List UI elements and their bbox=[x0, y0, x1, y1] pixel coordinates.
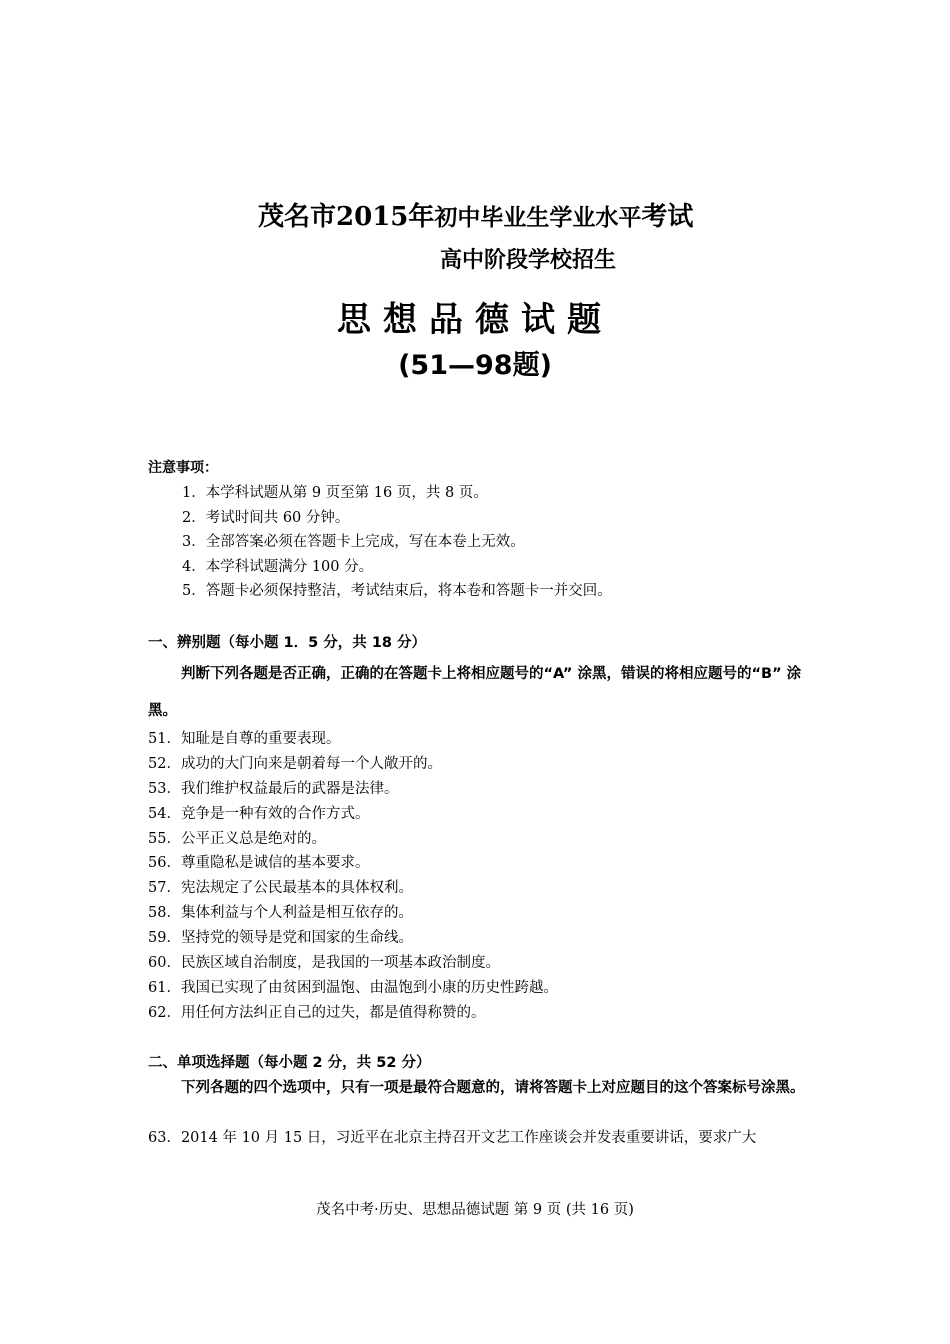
question-item: 60．民族区域自治制度，是我国的一项基本政治制度。 bbox=[148, 955, 500, 972]
question-item: 61．我国已实现了由贫困到温饱、由温饱到小康的历史性跨越。 bbox=[148, 979, 558, 996]
exam-subtitle: 高中阶段学校招生 bbox=[440, 247, 617, 273]
notice-item: 4．本学科试题满分 100 分。 bbox=[182, 558, 374, 575]
question-range: (51—98题) bbox=[398, 350, 552, 381]
title-part-exam: 考试 bbox=[641, 202, 694, 232]
notice-item: 3．全部答案必须在答题卡上完成，写在本卷上无效。 bbox=[182, 534, 525, 550]
question-item: 52．成功的大门向来是朝着每一个人敞开的。 bbox=[148, 755, 442, 772]
section2-heading: 二、单项选择题（每小题 2 分，共 52 分） bbox=[148, 1055, 431, 1071]
notice-heading: 注意事项： bbox=[148, 460, 218, 476]
notice-list bbox=[182, 481, 612, 604]
question-item: 56．尊重隐私是诚信的基本要求。 bbox=[148, 855, 370, 872]
title-part-nian: 年 bbox=[408, 202, 435, 232]
notice-item: 2．考试时间共 60 分钟。 bbox=[182, 509, 350, 526]
question-item: 58．集体利益与个人利益是相互依存的。 bbox=[148, 905, 413, 922]
subject-title: 思想品德试题 bbox=[337, 300, 613, 340]
question-item: 55．公平正义总是绝对的。 bbox=[148, 830, 326, 847]
title-part-city: 茂名市 bbox=[258, 202, 337, 232]
section1-question-list bbox=[148, 727, 558, 1026]
exam-title bbox=[258, 196, 693, 233]
title-part-middle: 初中毕业生学业水平 bbox=[434, 204, 642, 231]
question-item: 59．坚持党的领导是党和国家的生命线。 bbox=[148, 930, 413, 947]
question-63: 63．2014 年 10 月 15 日，习近平在北京主持召开文艺工作座谈会并发表重要讲话，要求广大 bbox=[148, 1130, 757, 1146]
section1-intro: 判断下列各题是否正确，正确的在答题卡上将相应题号的“A” 涂黑，错误的将相应题号的“B” 涂黑。 bbox=[148, 666, 802, 719]
notice-item: 5．答题卡必须保持整洁，考试结束后，将本卷和答题卡一并交回。 bbox=[182, 583, 612, 599]
title-year: 2015 bbox=[336, 202, 409, 232]
question-item: 57．宪法规定了公民最基本的具体权利。 bbox=[148, 880, 413, 897]
page-footer: 茂名中考·历史、思想品德试题 第 9 页 (共 16 页) bbox=[316, 1202, 634, 1218]
notice-item: 1．本学科试题从第 9 页至第 16 页，共 8 页。 bbox=[182, 485, 488, 501]
question-item: 54．竞争是一种有效的合作方式。 bbox=[148, 805, 370, 822]
question-item: 51．知耻是自尊的重要表现。 bbox=[148, 731, 341, 747]
question-item: 62．用任何方法纠正自己的过失，都是值得称赞的。 bbox=[148, 1004, 486, 1021]
section1-heading: 一、辨别题（每小题 1．5 分，共 18 分） bbox=[148, 635, 427, 651]
question-item: 53．我们维护权益最后的武器是法律。 bbox=[148, 780, 399, 797]
section2-intro: 下列各题的四个选项中，只有一项是最符合题意的，请将答题卡上对应题目的这个答案标号涂黑。 bbox=[181, 1080, 805, 1096]
